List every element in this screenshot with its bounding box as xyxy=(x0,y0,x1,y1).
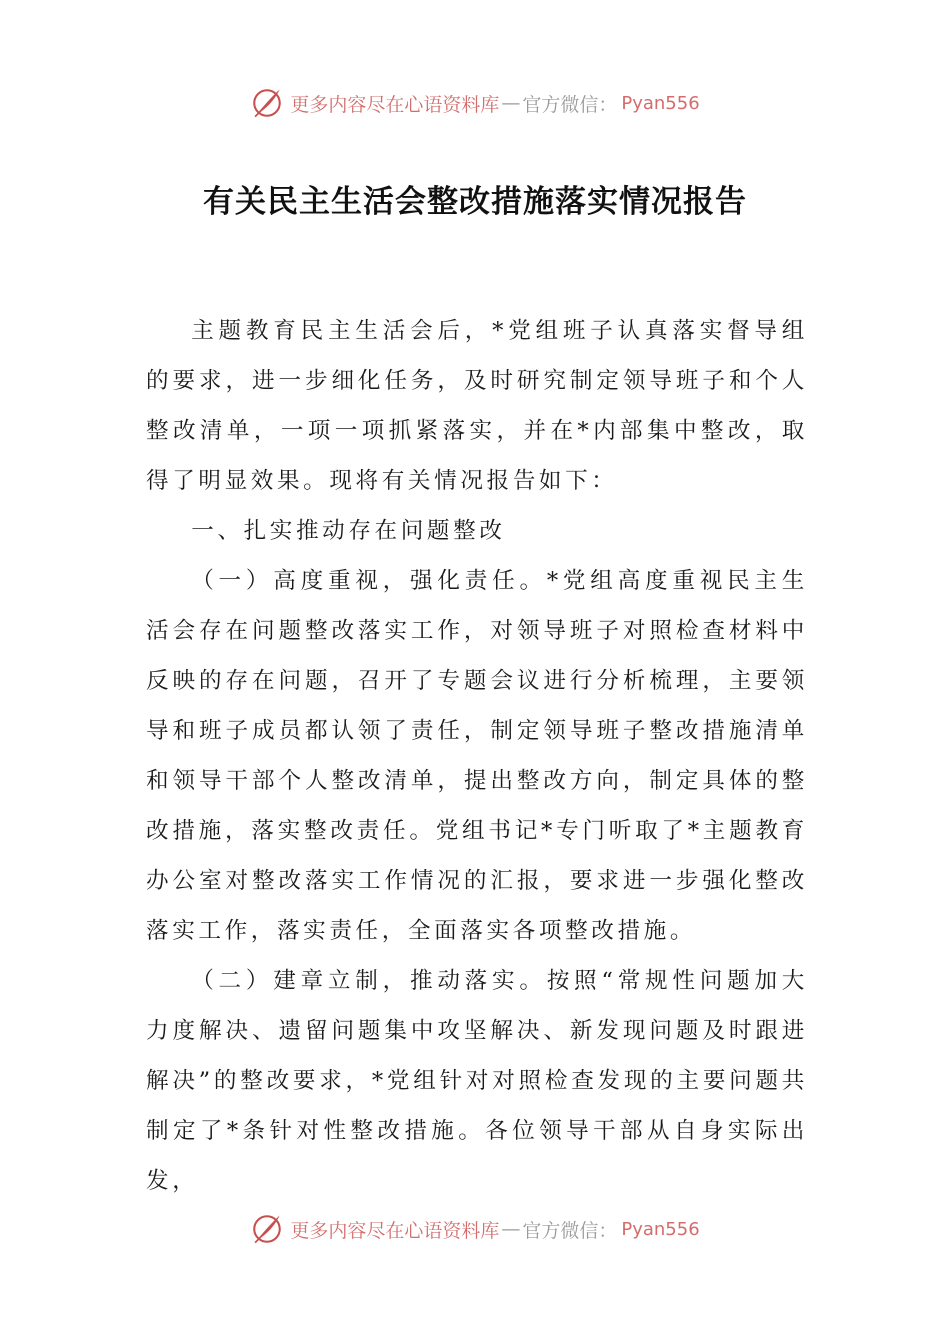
quill-logo-icon xyxy=(250,86,284,120)
document-title: 有关民主生活会整改措施落实情况报告 xyxy=(203,184,747,220)
footer-watermark xyxy=(0,1212,950,1246)
watermark-separator: — xyxy=(501,1218,521,1240)
watermark-wechat-id: Pyan556 xyxy=(621,92,700,114)
quill-logo-icon xyxy=(250,1212,284,1246)
watermark-brand: 更多内容尽在心语资料库 xyxy=(290,93,500,116)
watermark-separator: — xyxy=(501,92,521,114)
watermark-official-label: 官方微信： xyxy=(522,93,618,116)
watermark-brand: 更多内容尽在心语资料库 xyxy=(290,1219,500,1242)
paragraph-section-1-2: （二）建章立制，推动落实。按照“常规性问题加大力度解决、遗留问题集中攻坚解决、新发现问题及时跟进解决”的整改要求，*党组针对对照检查发现的主要问题共制定了*条针对性整改措施。各位领导干部从自身实际出发， xyxy=(146,968,808,1194)
paragraph-section-1-1: （一）高度重视，强化责任。*党组高度重视民主生活会存在问题整改落实工作，对领导班子对照检查材料中反映的存在问题，召开了专题会议进行分析梳理，主要领导和班子成员都认领了责任，制定领导班子整改措施清单和领导干部个人整改清单，提出整改方向，制定具体的整改措施，落实整改责任。党组书记*专门听取了*主题教育办公室对整改落实工作情况的汇报，要求进一步强化整改落实工作，落实责任，全面落实各项整改措施。 xyxy=(146,568,808,944)
header-watermark xyxy=(0,86,950,120)
document-body xyxy=(146,306,808,1206)
watermark-official-label: 官方微信： xyxy=(522,1219,618,1242)
paragraph-intro: 主题教育民主生活会后，*党组班子认真落实督导组的要求，进一步细化任务，及时研究制定领导班子和个人整改清单，一项一项抓紧落实，并在*内部集中整改，取得了明显效果。现将有关情况报告如下： xyxy=(146,318,808,494)
section-heading-1: 一、扎实推动存在问题整改 xyxy=(191,518,506,544)
watermark-wechat-id: Pyan556 xyxy=(621,1218,700,1240)
